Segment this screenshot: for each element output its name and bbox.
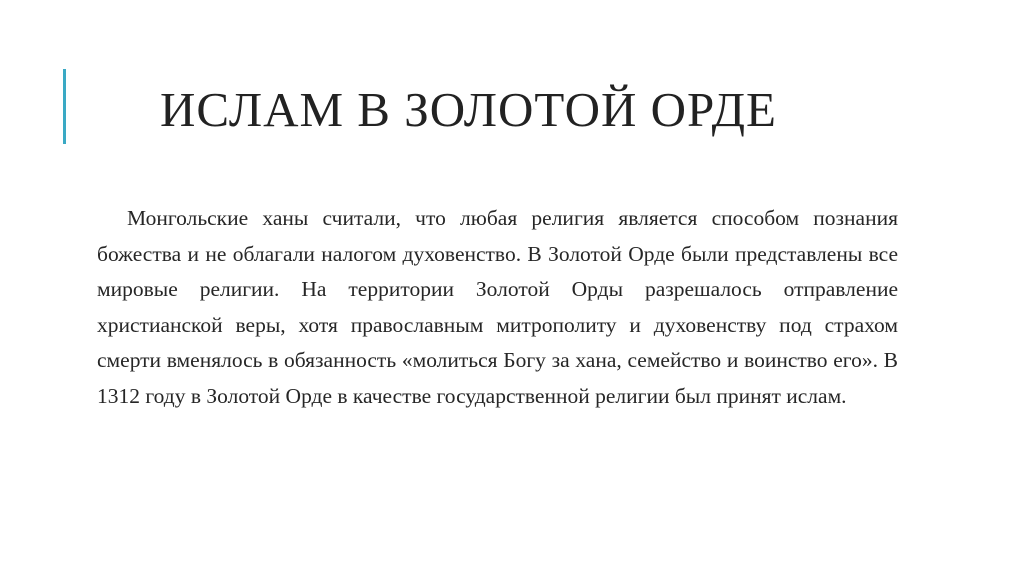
title-accent-bar — [63, 69, 66, 144]
slide-title: ИСЛАМ В ЗОЛОТОЙ ОРДЕ — [160, 82, 777, 137]
slide-body-text: Монгольские ханы считали, что любая религия является способом познания божества и не облагали налогом духовенство. В Золотой Орде были представлены все мировые религии. На территории Золотой Орды разрешалось отправление христианской веры, хотя православным митрополиту и духовенству под страхом смерти вменялось в обязанность «молиться Богу за хана, семейство и воинство его». В 1312 году в Золотой Орде в качестве государственной религии был принят ислам. — [97, 206, 898, 408]
